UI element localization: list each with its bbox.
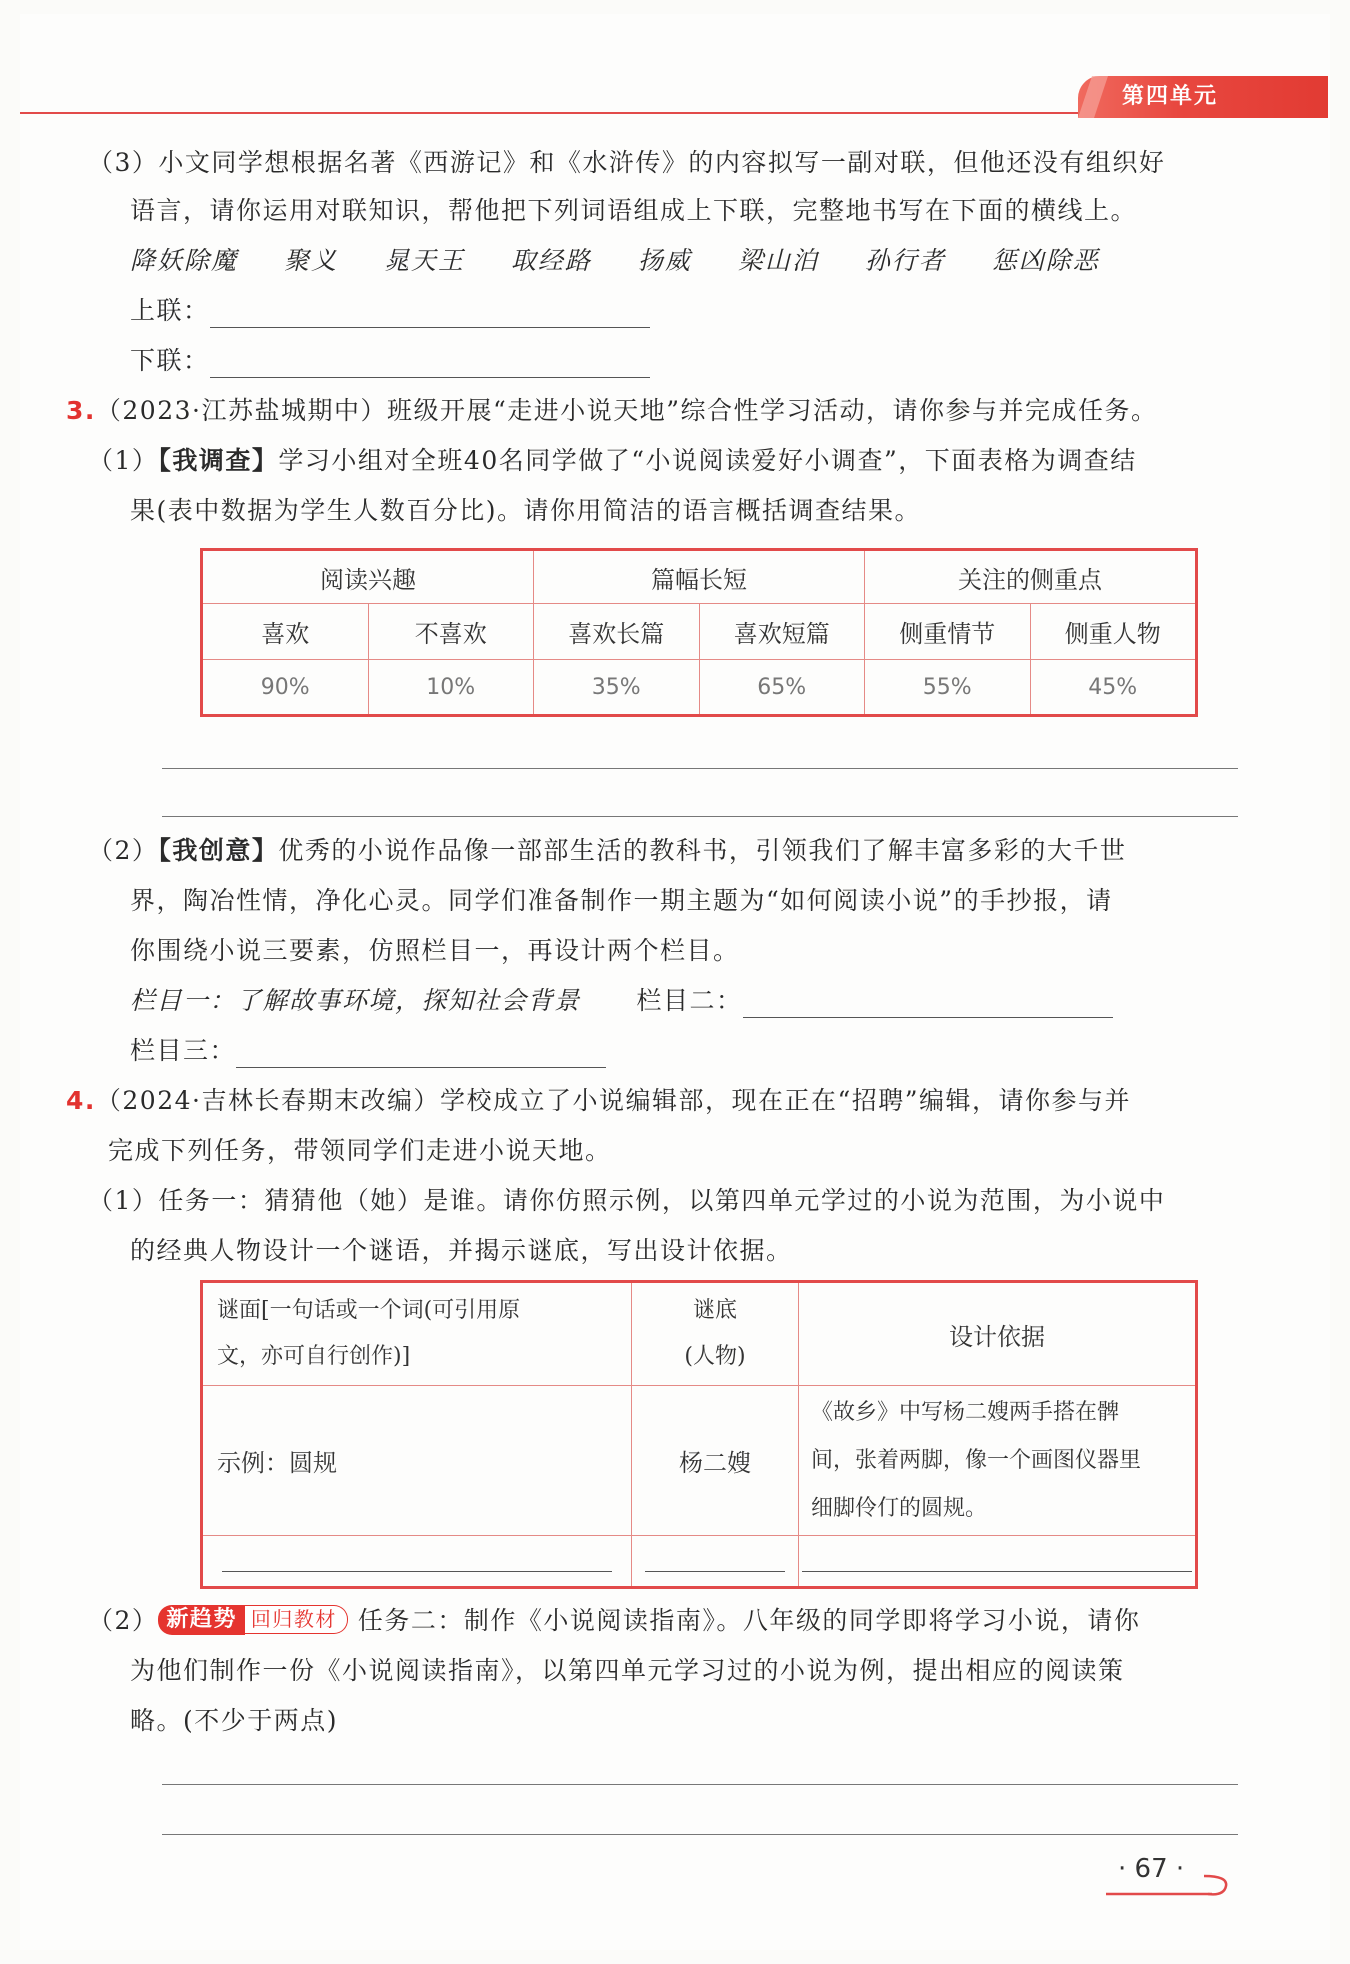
survey-value: 65% bbox=[699, 660, 865, 716]
word: 晁天王 bbox=[383, 246, 465, 275]
q3-p2-text1: 优秀的小说作品像一部部生活的教科书，引领我们了解丰富多彩的大千世 bbox=[278, 836, 1127, 865]
q4-p1-line1: （1）任务一：猜猜他（她）是谁。请你仿照示例，以第四单元学过的小说为范围，为小说中 bbox=[88, 1186, 1166, 1215]
q3-intro-text: （2023·江苏盐城期中）班级开展“走进小说天地”综合性学习活动，请你参与并完成任务。 bbox=[95, 396, 1158, 425]
survey-value: 55% bbox=[865, 660, 1031, 716]
badge-back: 回归教材 bbox=[245, 1605, 348, 1634]
lower-couplet-row bbox=[130, 344, 650, 378]
page-swoosh-icon bbox=[1104, 1868, 1234, 1898]
column-two-label: 栏目二： bbox=[636, 986, 743, 1015]
answer-line[interactable] bbox=[162, 768, 1238, 769]
riddle-head-col1 bbox=[202, 1282, 632, 1386]
riddle-answer-col3[interactable] bbox=[799, 1536, 1197, 1588]
riddle-answer-col2[interactable] bbox=[632, 1536, 799, 1588]
survey-value: 35% bbox=[534, 660, 700, 716]
badge-new: 新趋势 bbox=[158, 1605, 245, 1635]
upper-couplet-blank[interactable] bbox=[210, 297, 650, 328]
upper-label: 上联： bbox=[130, 296, 210, 325]
word: 惩凶除恶 bbox=[991, 246, 1100, 275]
riddle-table bbox=[200, 1280, 1198, 1589]
riddle-example-col3-line2: 间，张着两脚，像一个画图仪器里 bbox=[811, 1447, 1142, 1473]
word: 梁山泊 bbox=[737, 246, 819, 275]
column-row bbox=[130, 984, 1113, 1018]
riddle-head-col2-line2: (人物) bbox=[684, 1344, 746, 1369]
word: 降妖除魔 bbox=[130, 246, 239, 275]
q4-p2-text1: 任务二：制作《小说阅读指南》。八年级的同学即将学习小说，请你 bbox=[357, 1606, 1141, 1635]
survey-column: 喜欢短篇 bbox=[699, 604, 865, 660]
trend-badge bbox=[158, 1605, 348, 1635]
q4-p2-line2: 为他们制作一份《小说阅读指南》，以第四单元学习过的小说为例，提出相应的阅读策 bbox=[130, 1656, 1125, 1685]
word: 孙行者 bbox=[864, 246, 946, 275]
word: 取经路 bbox=[510, 246, 592, 275]
column-three-label: 栏目三： bbox=[130, 1036, 237, 1065]
q3-p2-line3: 你围绕小说三要素，仿照栏目一，再设计两个栏目。 bbox=[130, 936, 740, 965]
survey-column: 喜欢 bbox=[202, 604, 369, 660]
column-two-blank[interactable] bbox=[743, 987, 1113, 1018]
q3-p1-prefix: （1） bbox=[88, 446, 159, 475]
q4-intro-text: （2024·吉林长春期末改编）学校成立了小说编辑部，现在正在“招聘”编辑，请你参与并 bbox=[95, 1086, 1132, 1115]
survey-column: 侧重人物 bbox=[1030, 604, 1197, 660]
survey-table bbox=[200, 548, 1198, 717]
q4-number: 4. bbox=[66, 1086, 96, 1115]
q4-p2-prefix: （2） bbox=[88, 1606, 159, 1635]
q3-p1-tag: 【我调查】 bbox=[158, 446, 279, 475]
survey-value: 90% bbox=[202, 660, 369, 716]
q3-p1-text1: 学习小组对全班40名同学做了“小说阅读爱好小调查”，下面表格为调查结 bbox=[278, 446, 1137, 475]
unit-tab bbox=[1078, 76, 1328, 118]
answer-line[interactable] bbox=[162, 1784, 1238, 1785]
riddle-head-col2-line1: 谜底 bbox=[692, 1298, 737, 1323]
column-three-row bbox=[130, 1034, 606, 1068]
riddle-head-col2 bbox=[632, 1282, 799, 1386]
riddle-head-col1-line2: 文，亦可自行创作)] bbox=[217, 1344, 411, 1369]
riddle-example-col2: 杨二嫂 bbox=[632, 1386, 799, 1536]
q3-p2-line1 bbox=[88, 834, 1126, 868]
survey-value: 10% bbox=[368, 660, 534, 716]
header-rule bbox=[20, 112, 1100, 114]
answer-line[interactable] bbox=[162, 1834, 1238, 1835]
survey-group: 阅读兴趣 bbox=[202, 550, 534, 604]
column-one: 栏目一：了解故事环境，探知社会背景 bbox=[130, 986, 581, 1015]
word: 扬威 bbox=[637, 246, 692, 275]
riddle-example-col3 bbox=[799, 1386, 1197, 1536]
riddle-answer-col1[interactable] bbox=[202, 1536, 632, 1588]
survey-value: 45% bbox=[1030, 660, 1197, 716]
column-three-blank[interactable] bbox=[236, 1037, 606, 1068]
survey-group: 关注的侧重点 bbox=[865, 550, 1197, 604]
q2-3-line2: 语言，请你运用对联知识，帮他把下列词语组成上下联，完整地书写在下面的横线上。 bbox=[130, 196, 1138, 225]
q3-p1-line1 bbox=[88, 444, 1137, 478]
q3-p2-tag: 【我创意】 bbox=[158, 836, 279, 865]
q3-number: 3. bbox=[66, 396, 96, 425]
riddle-example-col1: 示例：圆规 bbox=[202, 1386, 632, 1536]
word: 聚义 bbox=[283, 246, 338, 275]
unit-title: 第四单元 bbox=[1122, 84, 1219, 109]
riddle-example-col3-line3: 细脚伶仃的圆规。 bbox=[811, 1495, 988, 1521]
q3-p2-prefix: （2） bbox=[88, 836, 159, 865]
word-list bbox=[130, 244, 1100, 278]
upper-couplet-row bbox=[130, 294, 650, 328]
page-number: · 67 · bbox=[1118, 1854, 1185, 1884]
q3-p1-line2: 果(表中数据为学生人数百分比)。请你用简洁的语言概括调查结果。 bbox=[130, 496, 922, 525]
q4-intro-line2: 完成下列任务，带领同学们走进小说天地。 bbox=[108, 1136, 612, 1165]
riddle-head-col1-line1: 谜面[一句话或一个词(可引用原 bbox=[217, 1298, 521, 1323]
q4-intro-line1 bbox=[66, 1084, 1131, 1118]
q4-p2-line1 bbox=[88, 1604, 1140, 1638]
riddle-example-col3-line1: 《故乡》中写杨二嫂两手搭在髀 bbox=[811, 1399, 1120, 1425]
q2-3-line1: （3）小文同学想根据名著《西游记》和《水浒传》的内容拟写一副对联，但他还没有组织好 bbox=[88, 148, 1166, 177]
answer-line[interactable] bbox=[162, 816, 1238, 817]
riddle-head-col3: 设计依据 bbox=[799, 1282, 1197, 1386]
q3-p2-line2: 界，陶冶性情，净化心灵。同学们准备制作一期主题为“如何阅读小说”的手抄报，请 bbox=[130, 886, 1113, 915]
q4-p1-line2: 的经典人物设计一个谜语，并揭示谜底，写出设计依据。 bbox=[130, 1236, 793, 1265]
q4-p2-line3: 略。(不少于两点) bbox=[130, 1706, 339, 1735]
survey-column: 侧重情节 bbox=[865, 604, 1031, 660]
lower-label: 下联： bbox=[130, 346, 210, 375]
tab-slant-icon bbox=[1078, 76, 1108, 118]
lower-couplet-blank[interactable] bbox=[210, 347, 650, 378]
survey-group: 篇幅长短 bbox=[534, 550, 865, 604]
survey-column: 不喜欢 bbox=[368, 604, 534, 660]
q3-intro bbox=[66, 394, 1158, 428]
survey-column: 喜欢长篇 bbox=[534, 604, 700, 660]
